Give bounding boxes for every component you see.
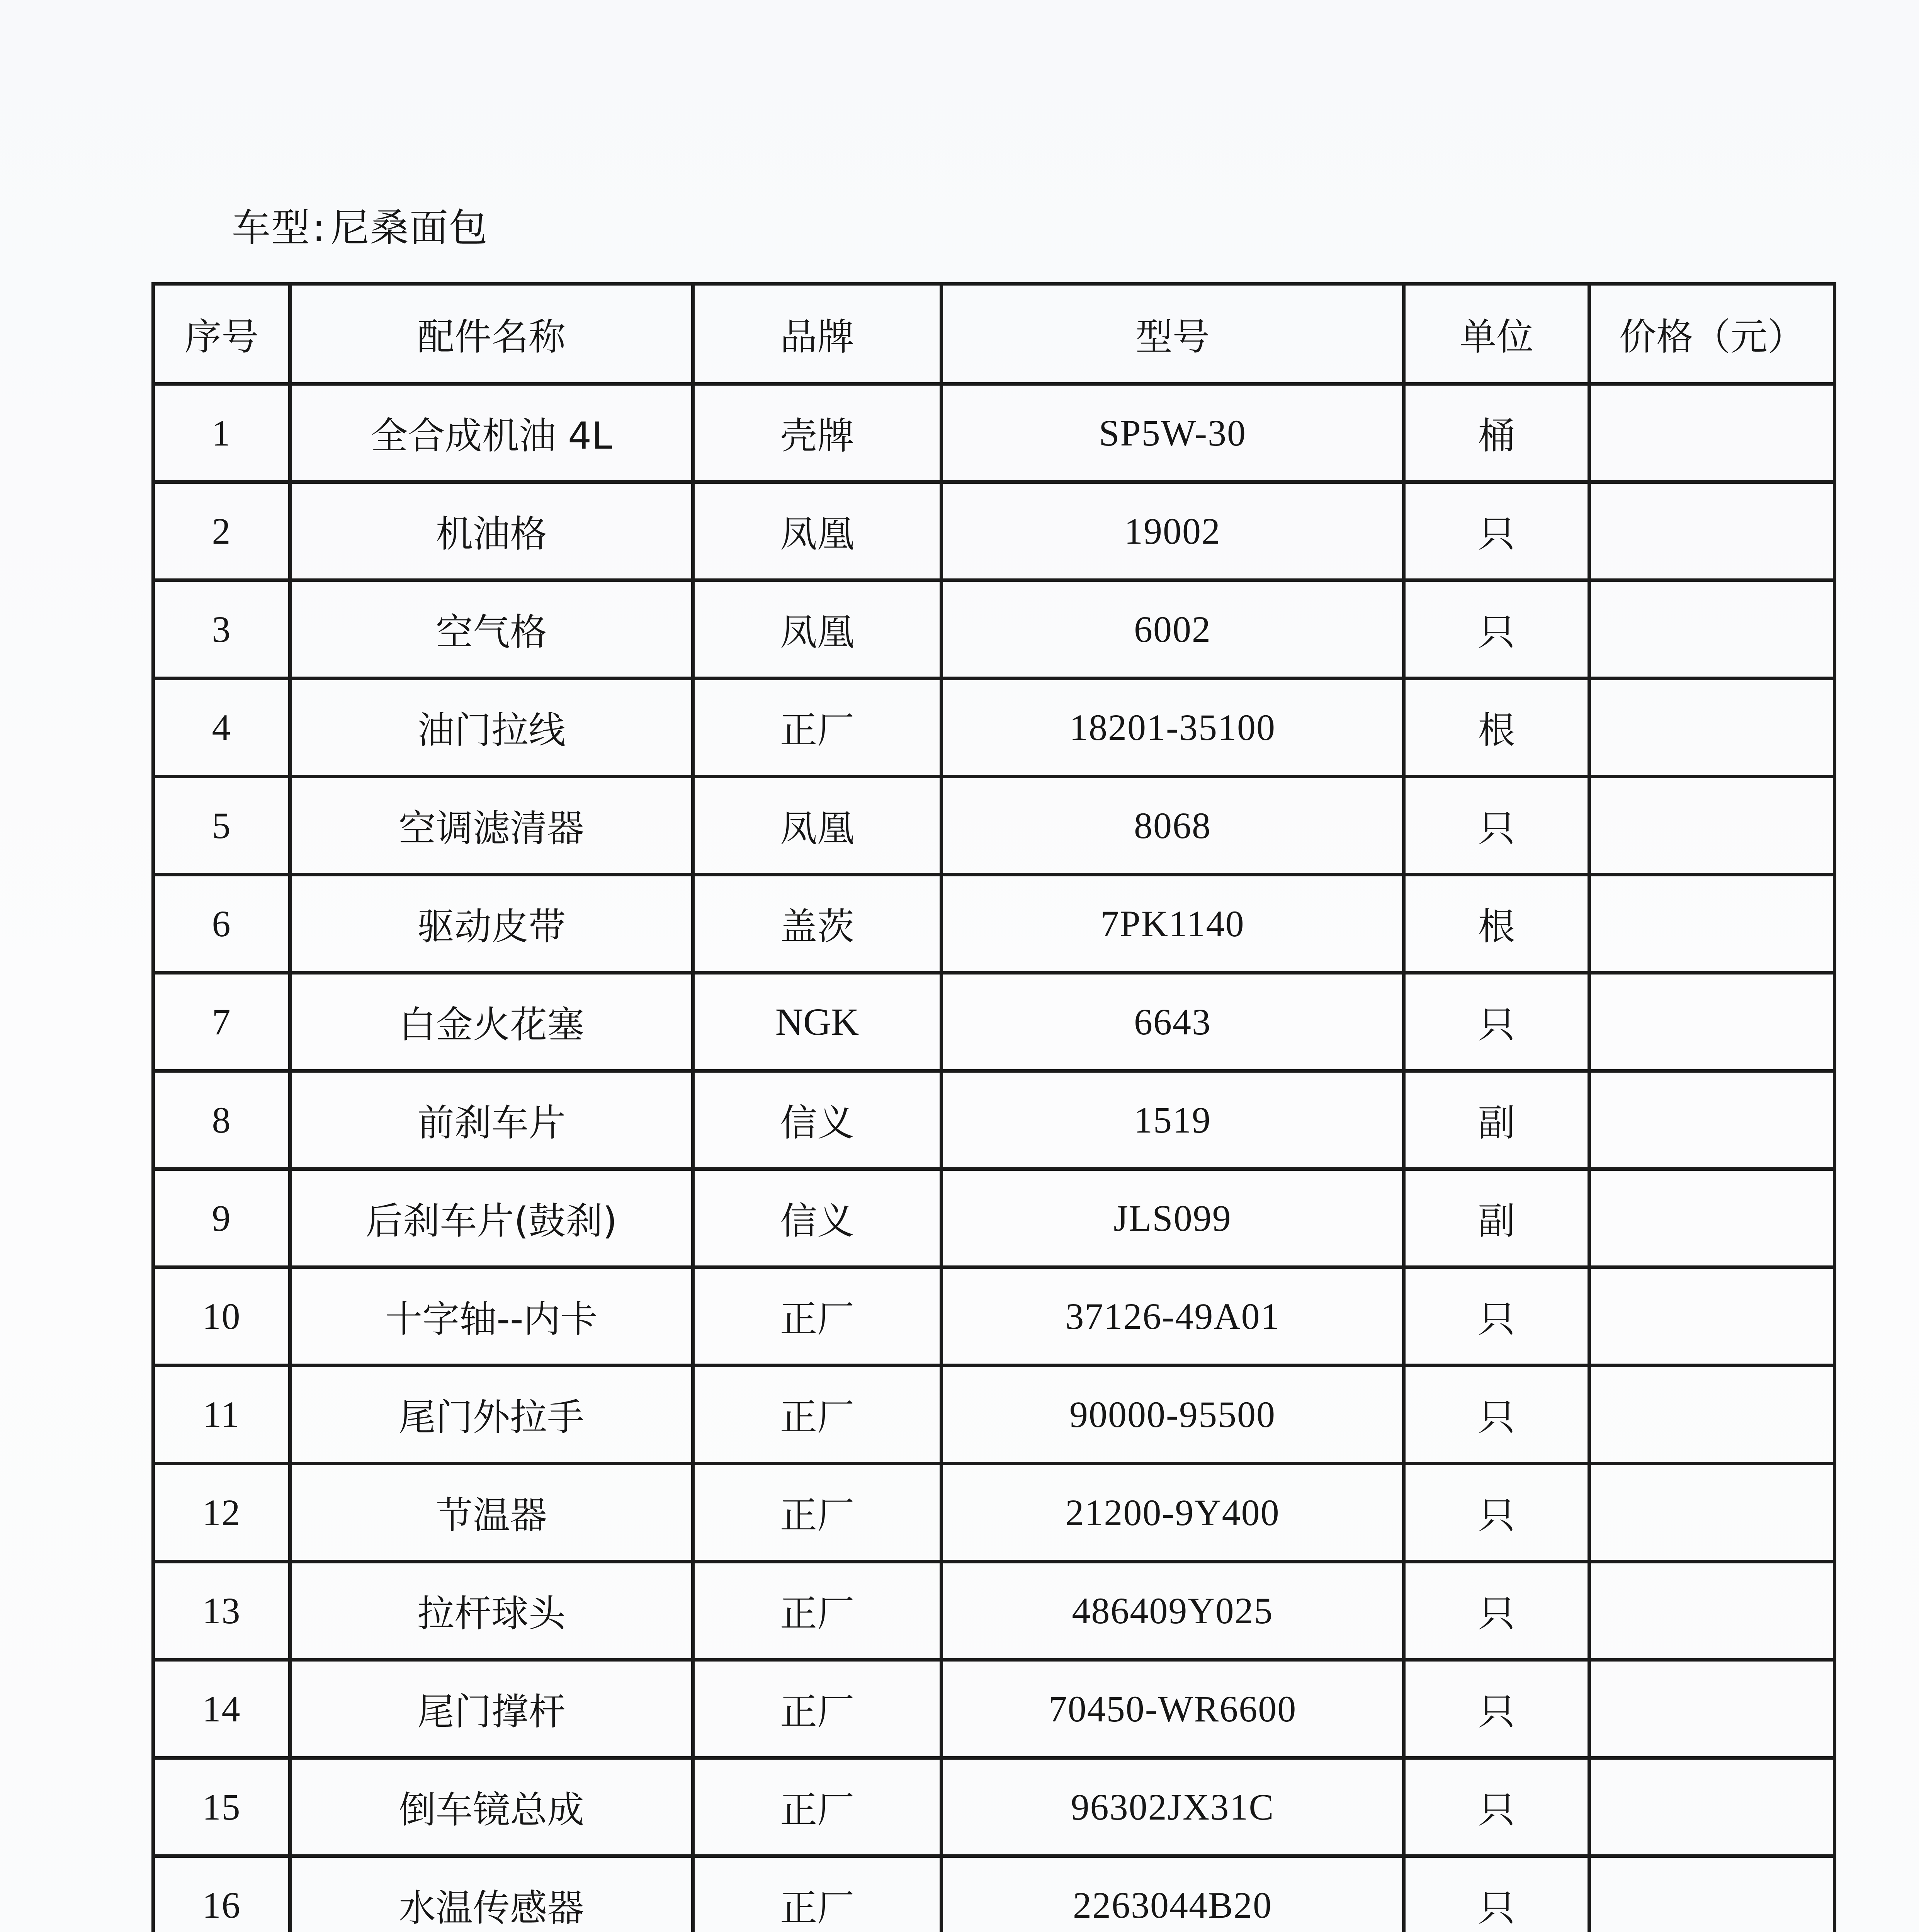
brand-cell: 正厂 — [693, 679, 942, 777]
unit-cell: 根 — [1404, 875, 1589, 973]
unit-cell: 只 — [1404, 482, 1589, 580]
vehicle-type-label: 车型 — [232, 205, 311, 250]
table-row — [153, 973, 1835, 1071]
table-row — [153, 679, 1835, 777]
price-cell — [1589, 482, 1835, 580]
price-cell — [1589, 1562, 1835, 1660]
table-row — [153, 1758, 1835, 1856]
table-row — [153, 1267, 1835, 1366]
price-cell — [1589, 384, 1835, 482]
brand-cell: 正厂 — [693, 1366, 942, 1464]
brand-cell: 正厂 — [693, 1856, 942, 1932]
unit-cell: 根 — [1404, 679, 1589, 777]
unit-cell: 只 — [1404, 1856, 1589, 1932]
column-header-unit: 单位 — [1404, 284, 1589, 384]
table-row — [153, 580, 1835, 679]
price-cell — [1589, 1660, 1835, 1758]
model-cell: JLS099 — [942, 1169, 1404, 1267]
parts-price-table — [151, 282, 1836, 1932]
model-cell: 19002 — [942, 482, 1404, 580]
unit-cell: 只 — [1404, 1758, 1589, 1856]
part-name-cell: 白金火花塞 — [290, 973, 693, 1071]
price-cell — [1589, 1856, 1835, 1932]
price-cell — [1589, 580, 1835, 679]
row-number-cell: 1 — [153, 384, 290, 482]
table-row — [153, 384, 1835, 482]
brand-cell: NGK — [693, 973, 942, 1071]
price-cell — [1589, 1464, 1835, 1562]
column-header-model: 型号 — [942, 284, 1404, 384]
table-header-row — [153, 284, 1835, 384]
vehicle-type-line — [232, 201, 488, 255]
vehicle-type-separator: : — [312, 205, 326, 250]
part-name-cell: 尾门撑杆 — [290, 1660, 693, 1758]
brand-cell: 正厂 — [693, 1660, 942, 1758]
row-number-cell: 7 — [153, 973, 290, 1071]
table-row — [153, 1856, 1835, 1932]
table-row — [153, 1660, 1835, 1758]
price-cell — [1589, 1169, 1835, 1267]
model-cell: 1519 — [942, 1071, 1404, 1169]
unit-cell: 只 — [1404, 973, 1589, 1071]
model-cell: SP5W-30 — [942, 384, 1404, 482]
brand-cell: 信义 — [693, 1071, 942, 1169]
part-name-cell: 拉杆球头 — [290, 1562, 693, 1660]
model-cell: 6002 — [942, 580, 1404, 679]
row-number-cell: 6 — [153, 875, 290, 973]
model-cell: 18201-35100 — [942, 679, 1404, 777]
model-cell: 90000-95500 — [942, 1366, 1404, 1464]
table-body — [153, 384, 1835, 1932]
price-cell — [1589, 1366, 1835, 1464]
column-header-brand: 品牌 — [693, 284, 942, 384]
brand-cell: 正厂 — [693, 1464, 942, 1562]
unit-cell: 只 — [1404, 1562, 1589, 1660]
brand-cell: 凤凰 — [693, 777, 942, 875]
model-cell: 21200-9Y400 — [942, 1464, 1404, 1562]
table-row — [153, 1562, 1835, 1660]
row-number-cell: 11 — [153, 1366, 290, 1464]
part-name-cell: 尾门外拉手 — [290, 1366, 693, 1464]
table-row — [153, 1464, 1835, 1562]
brand-cell: 信义 — [693, 1169, 942, 1267]
table-row — [153, 1071, 1835, 1169]
model-cell: 70450-WR6600 — [942, 1660, 1404, 1758]
column-header-part-name: 配件名称 — [290, 284, 693, 384]
table-row — [153, 482, 1835, 580]
part-name-cell: 驱动皮带 — [290, 875, 693, 973]
column-header-price: 价格（元） — [1589, 284, 1835, 384]
price-cell — [1589, 875, 1835, 973]
unit-cell: 只 — [1404, 1464, 1589, 1562]
brand-cell: 正厂 — [693, 1267, 942, 1366]
unit-cell: 只 — [1404, 1366, 1589, 1464]
column-header-no: 序号 — [153, 284, 290, 384]
part-name-cell: 节温器 — [290, 1464, 693, 1562]
table-row — [153, 1169, 1835, 1267]
brand-cell: 正厂 — [693, 1562, 942, 1660]
table-row — [153, 875, 1835, 973]
model-cell: 2263044B20 — [942, 1856, 1404, 1932]
unit-cell: 副 — [1404, 1169, 1589, 1267]
unit-cell: 副 — [1404, 1071, 1589, 1169]
unit-cell: 只 — [1404, 580, 1589, 679]
row-number-cell: 5 — [153, 777, 290, 875]
table-row — [153, 777, 1835, 875]
model-cell: 6643 — [942, 973, 1404, 1071]
part-name-cell: 倒车镜总成 — [290, 1758, 693, 1856]
table-row — [153, 1366, 1835, 1464]
unit-cell: 只 — [1404, 777, 1589, 875]
price-cell — [1589, 1267, 1835, 1366]
row-number-cell: 4 — [153, 679, 290, 777]
row-number-cell: 3 — [153, 580, 290, 679]
model-cell: 96302JX31C — [942, 1758, 1404, 1856]
row-number-cell: 9 — [153, 1169, 290, 1267]
unit-cell: 桶 — [1404, 384, 1589, 482]
model-cell: 8068 — [942, 777, 1404, 875]
part-name-cell: 前刹车片 — [290, 1071, 693, 1169]
row-number-cell: 8 — [153, 1071, 290, 1169]
price-cell — [1589, 1758, 1835, 1856]
price-cell — [1589, 777, 1835, 875]
price-cell — [1589, 679, 1835, 777]
vehicle-type-value: 尼桑面包 — [330, 205, 488, 250]
part-name-cell: 水温传感器 — [290, 1856, 693, 1932]
brand-cell: 正厂 — [693, 1758, 942, 1856]
part-name-cell: 空气格 — [290, 580, 693, 679]
part-name-cell: 空调滤清器 — [290, 777, 693, 875]
row-number-cell: 10 — [153, 1267, 290, 1366]
row-number-cell: 15 — [153, 1758, 290, 1856]
part-name-cell: 油门拉线 — [290, 679, 693, 777]
row-number-cell: 14 — [153, 1660, 290, 1758]
brand-cell: 凤凰 — [693, 580, 942, 679]
model-cell: 7PK1140 — [942, 875, 1404, 973]
part-name-cell: 十字轴--内卡 — [290, 1267, 693, 1366]
brand-cell: 凤凰 — [693, 482, 942, 580]
brand-cell: 壳牌 — [693, 384, 942, 482]
row-number-cell: 13 — [153, 1562, 290, 1660]
brand-cell: 盖茨 — [693, 875, 942, 973]
row-number-cell: 2 — [153, 482, 290, 580]
unit-cell: 只 — [1404, 1267, 1589, 1366]
model-cell: 37126-49A01 — [942, 1267, 1404, 1366]
unit-cell: 只 — [1404, 1660, 1589, 1758]
part-name-cell: 全合成机油 4L — [290, 384, 693, 482]
model-cell: 486409Y025 — [942, 1562, 1404, 1660]
row-number-cell: 16 — [153, 1856, 290, 1932]
price-cell — [1589, 1071, 1835, 1169]
row-number-cell: 12 — [153, 1464, 290, 1562]
part-name-cell: 后刹车片(鼓刹) — [290, 1169, 693, 1267]
price-cell — [1589, 973, 1835, 1071]
part-name-cell: 机油格 — [290, 482, 693, 580]
